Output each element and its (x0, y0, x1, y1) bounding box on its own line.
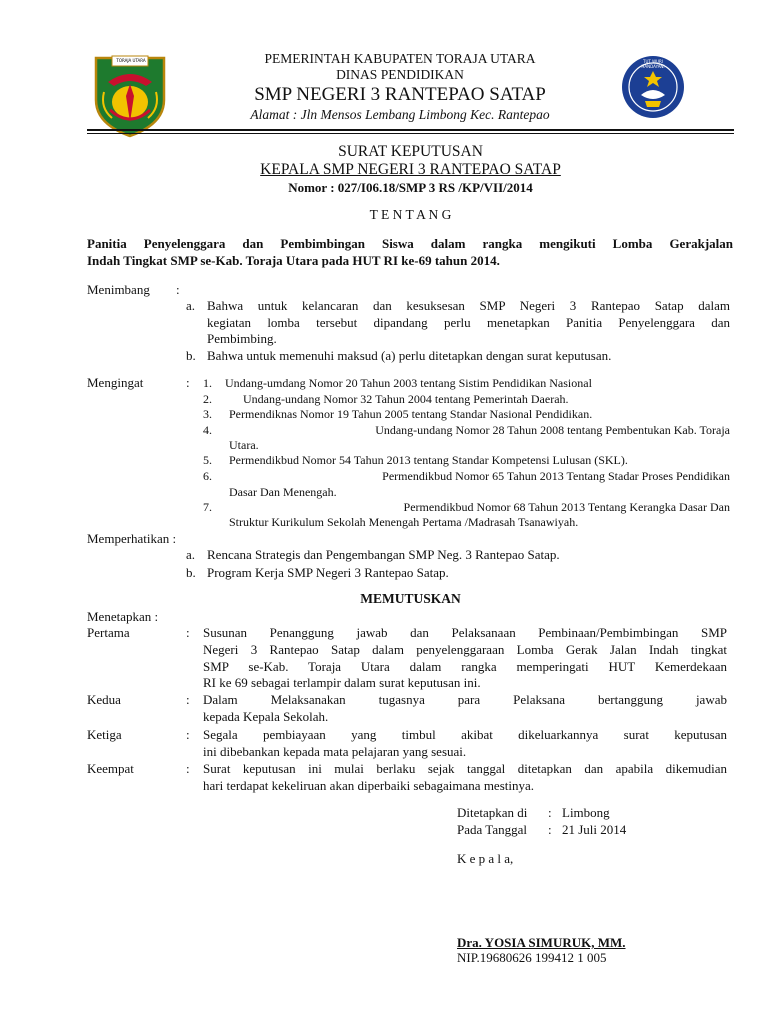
tentang-heading: T E N T A N G (369, 207, 452, 222)
signatory-nip: NIP.19680626 199412 1 005 (457, 950, 607, 965)
mengingat-colon: : (186, 375, 190, 390)
keempat-colon: : (186, 761, 190, 776)
header-school-name: SMP NEGERI 3 RANTEPAO SATAP (254, 84, 546, 105)
kedua-colon: : (186, 692, 190, 707)
ketiga-label: Ketiga (87, 727, 122, 742)
mengingat-item-3-marker: 3. (203, 407, 212, 421)
pertama-colon: : (186, 625, 190, 640)
pertama-line3: SMP se-Kab. Toraja Utara dalam rangka memperingati HUT Kemerdekaan (203, 659, 727, 674)
subject-line-1: Panitia Penyelenggara dan Pembimbingan Siswa dalam rangka mengikuti Lomba Gerakjalan (87, 236, 733, 251)
memperhatikan-item-b-marker: b. (186, 565, 196, 580)
mengingat-item-2-marker: 2. (203, 392, 212, 406)
pertama-label: Pertama (87, 625, 130, 640)
ketiga-colon: : (186, 727, 190, 742)
document-title: SURAT KEPUTUSAN (338, 143, 483, 160)
menimbang-item-a-marker: a. (186, 298, 196, 313)
memperhatikan-label: Memperhatikan : (87, 531, 177, 546)
ditetapkan-colon: : (548, 805, 552, 820)
header-address: Alamat : Jln Mensos Lembang Limbong Kec. Rantepao (250, 107, 550, 122)
document-number: Nomor : 027/I06.18/SMP 3 RS /KP/VII/2014 (288, 180, 533, 195)
toraja-utara-logo (90, 52, 170, 138)
header-rule-thick (87, 129, 734, 131)
ketiga-line2: ini dibebankan kepada mata pelajaran yang sesuai. (203, 744, 467, 759)
signatory-name: Dra. YOSIA SIMURUK, MM. (457, 935, 626, 950)
tanggal-value: 21 Juli 2014 (562, 822, 627, 837)
mengingat-item-4-line2: Utara. (229, 438, 259, 452)
keempat-line1: Surat keputusan ini mulai berlaku sejak tanggal ditetapkan dan apabila dikemudian (203, 761, 727, 776)
kedua-line1: Dalam Melaksanakan tugasnya para Pelaksana bertanggung jawab (203, 692, 727, 707)
ditetapkan-value: Limbong (562, 805, 610, 820)
keempat-label: Keempat (87, 761, 134, 776)
memutuskan-heading: MEMUTUSKAN (360, 591, 461, 606)
mengingat-item-4-line1: Undang-undang Nomor 28 Tahun 2008 tentang Pembentukan Kab. Toraja (375, 423, 730, 437)
mengingat-item-1-marker: 1. (203, 376, 212, 390)
tanggal-label: Pada Tanggal (457, 822, 527, 837)
menimbang-item-a-line3: Pembimbing. (207, 331, 277, 346)
mengingat-item-6-line1: Permendikbud Nomor 65 Tahun 2013 Tentang Stadar Proses Pendidikan (382, 469, 730, 483)
menimbang-item-b-line1: Bahwa untuk memenuhi maksud (a) perlu ditetapkan dengan surat keputusan. (207, 348, 612, 363)
mengingat-item-7-marker: 7. (203, 500, 212, 514)
memperhatikan-item-a-line1: Rencana Strategis dan Pengembangan SMP Neg. 3 Rantepao Satap. (207, 547, 560, 562)
memperhatikan-item-a-marker: a. (186, 547, 196, 562)
logo-left-text: TORAJA UTARA (116, 58, 146, 63)
logo-right-text: TUT WURI HANDAYANI (641, 59, 665, 69)
pertama-line1: Susunan Penanggung jawab dan Pelaksanaan Pembinaan/Pembimbingan SMP (203, 625, 727, 640)
menetapkan-label: Menetapkan : (87, 609, 159, 624)
ketiga-line1: Segala pembiayaan yang timbul akibat dikeluarkannya surat keputusan (203, 727, 727, 742)
tanggal-colon: : (548, 822, 552, 837)
menimbang-item-b-marker: b. (186, 348, 196, 363)
mengingat-item-4-marker: 4. (203, 423, 212, 437)
mengingat-item-1-line1: Undang-umdang Nomor 20 Tahun 2003 tentang Sistim Pendidikan Nasional (225, 376, 592, 390)
menimbang-item-a-line1: Bahwa untuk kelancaran dan kesuksesan SMP Negeri 3 Rantepao Satap dalam (207, 298, 730, 313)
mengingat-label: Mengingat (87, 375, 144, 390)
document-issuer: KEPALA SMP NEGERI 3 RANTEPAO SATAP (260, 161, 561, 178)
mengingat-item-7-line1: Permendikbud Nomor 68 Tahun 2013 Tentang Kerangka Dasar Dan (403, 500, 730, 514)
menimbang-item-a-line2: kegiatan lomba tersebut dipandang perlu menetapkan Panitia Penyelenggara dan (207, 315, 730, 330)
header-agency: DINAS PENDIDIKAN (336, 67, 464, 82)
mengingat-item-5-marker: 5. (203, 453, 212, 467)
ditetapkan-label: Ditetapkan di (457, 805, 528, 820)
kedua-line2: kepada Kepala Sekolah. (203, 709, 329, 724)
header-government: PEMERINTAH KABUPATEN TORAJA UTARA (264, 51, 536, 66)
header-rule-thin (87, 133, 734, 134)
mengingat-item-6-marker: 6. (203, 469, 212, 483)
subject-line-2: Indah Tingkat SMP se-Kab. Toraja Utara pada HUT RI ke-69 tahun 2014. (87, 253, 500, 268)
menimbang-label: Menimbang (87, 282, 150, 297)
mengingat-item-6-line2: Dasar Dan Menengah. (229, 485, 337, 499)
menimbang-colon: : (176, 282, 180, 297)
kedua-label: Kedua (87, 692, 121, 707)
kepala-title: K e p a l a, (457, 851, 514, 866)
pertama-line2: Negeri 3 Rantepao Satap dalam penyelenggaraan Lomba Gerak Jalan Indah tingkat (203, 642, 727, 657)
mengingat-item-3-line1: Permendiknas Nomor 19 Tahun 2005 tentang Standar Nasional Pendidikan. (229, 407, 593, 421)
tut-wuri-handayani-logo (621, 55, 685, 119)
mengingat-item-5-line1: Permendikbud Nomor 54 Tahun 2013 tentang Standar Kompetensi Lulusan (SKL). (229, 453, 628, 467)
mengingat-item-2-line1: Undang-undang Nomor 32 Tahun 2004 tentang Pemerintah Daerah. (243, 392, 569, 406)
pertama-line4: RI ke 69 sebagai terlampir dalam surat keputusan ini. (203, 675, 481, 690)
memperhatikan-item-b-line1: Program Kerja SMP Negeri 3 Rantepao Satap. (207, 565, 449, 580)
keempat-line2: hari terdapat kekeliruan akan diperbaiki sebagaimana mestinya. (203, 778, 534, 793)
mengingat-item-7-line2: Struktur Kurikulum Sekolah Menengah Pertama /Madrasah Tsanawiyah. (229, 515, 579, 529)
